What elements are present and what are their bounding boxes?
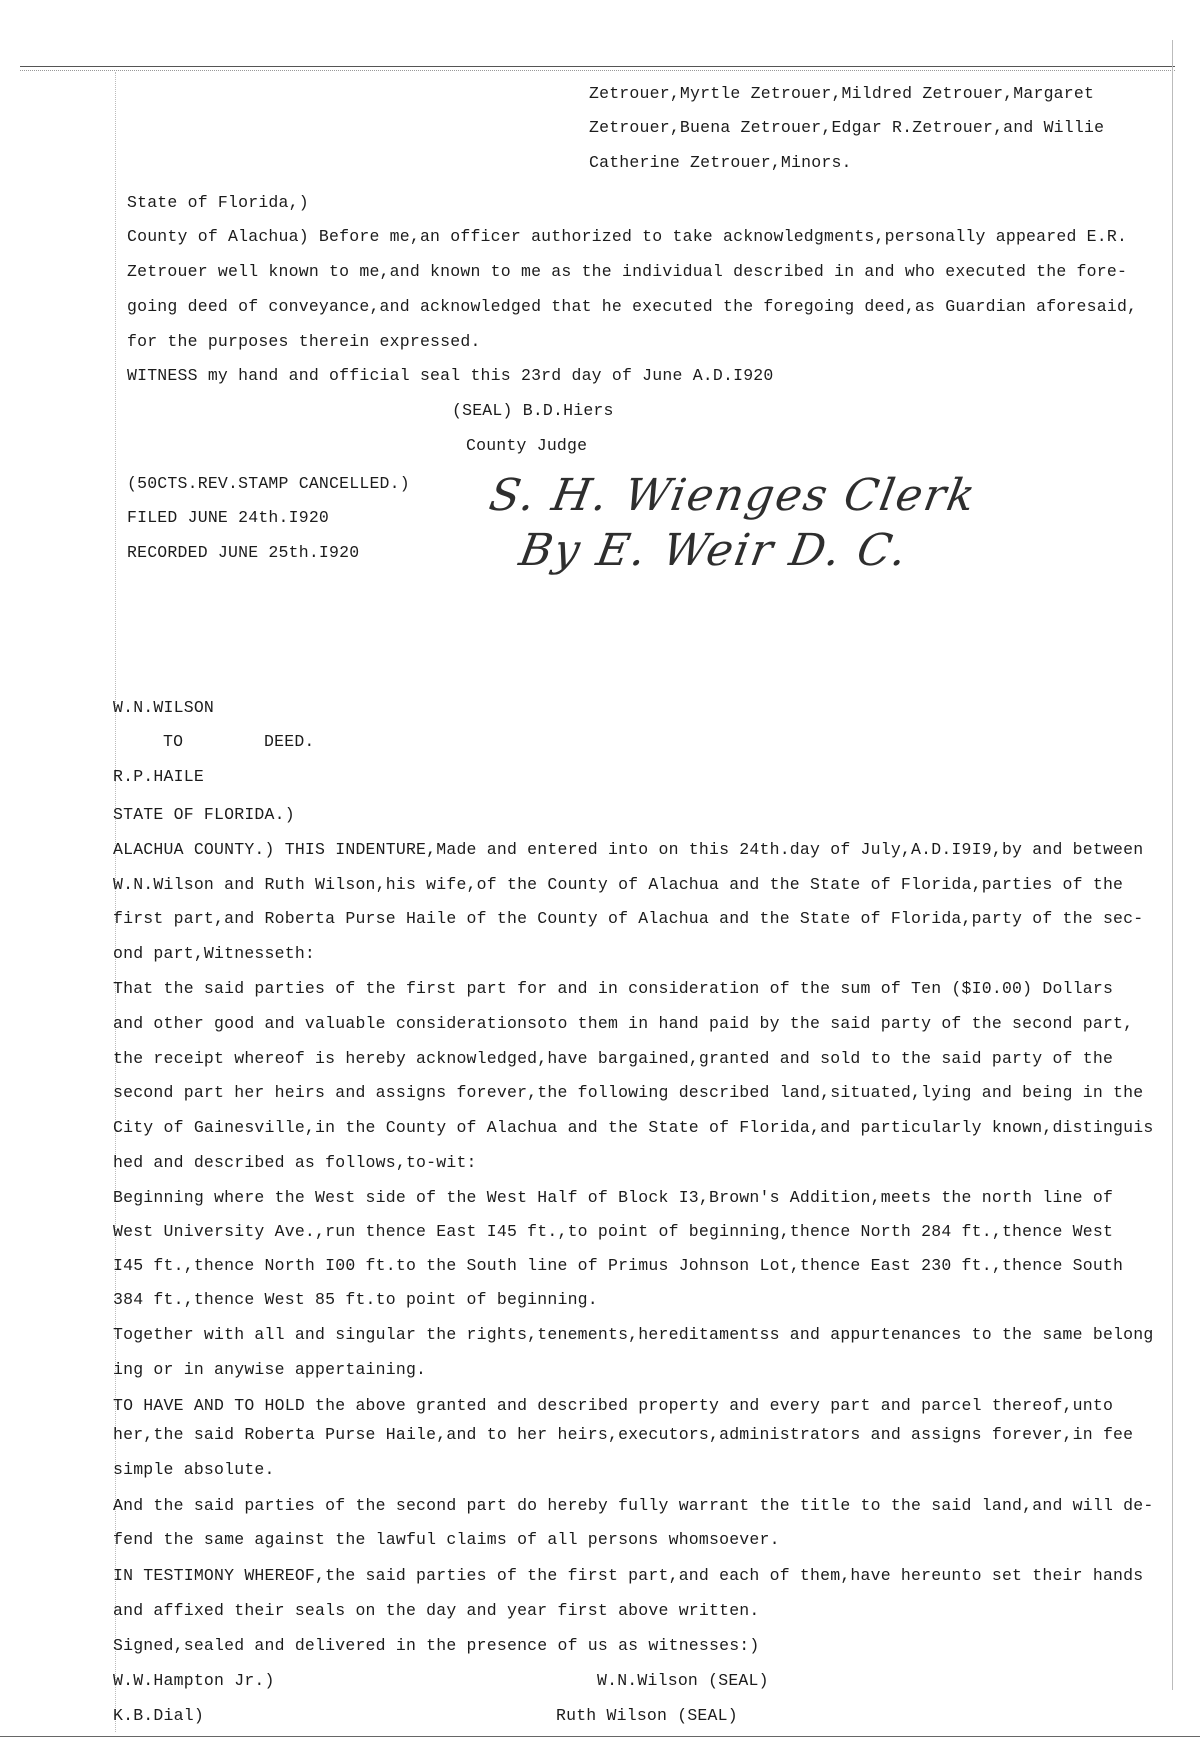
acknowledgment-line: going deed of conveyance,and acknowledged that he executed the foregoing deed,as Guardian aforesaid, <box>127 297 1138 316</box>
deed-line: ALACHUA COUNTY.) THIS INDENTURE,Made and entered into on this 24th.day of July,A.D.I9I9,by and between <box>113 840 1144 859</box>
deed-line: IN TESTIMONY WHEREOF,the said parties of the first part,and each of them,have hereunto set their hands <box>113 1566 1144 1585</box>
heading-line: Zetrouer,Myrtle Zetrouer,Mildred Zetrouer,Margaret <box>589 84 1095 103</box>
deed-line: And the said parties of the second part do hereby fully warrant the title to the said land,and will de- <box>113 1496 1154 1515</box>
deed-line: That the said parties of the first part for and in consideration of the sum of Ten ($I0.00) Dollars <box>113 979 1114 998</box>
heading-line: Zetrouer,Buena Zetrouer,Edgar R.Zetrouer,and Willie <box>589 118 1105 137</box>
acknowledgment-line: State of Florida,) <box>127 193 309 212</box>
clerk-signature: S. H. Wienges Clerk <box>485 470 981 521</box>
deed-line: Signed,sealed and delivered in the presence of us as witnesses:) <box>113 1636 760 1655</box>
deed-line: the receipt whereof is hereby acknowledged,have bargained,granted and sold to the said party of the <box>113 1049 1114 1068</box>
judge-title: County Judge <box>466 436 588 455</box>
deed-line: STATE OF FLORIDA.) <box>113 805 295 824</box>
deed-line: second part her heirs and assigns forever,the following described land,situated,lying and being in the <box>113 1083 1144 1102</box>
witness-name: K.B.Dial) <box>113 1706 204 1725</box>
deed-line: City of Gainesville,in the County of Alachua and the State of Florida,and particularly known,distinguis <box>113 1118 1154 1137</box>
deed-line: hed and described as follows,to-wit: <box>113 1153 477 1172</box>
deed-line: ing or in anywise appertaining. <box>113 1360 427 1379</box>
deed-line: simple absolute. <box>113 1460 275 1479</box>
deed-type: TO DEED. <box>163 732 315 751</box>
recorded-date: RECORDED JUNE 25th.I920 <box>127 543 360 562</box>
revenue-stamp-note: (50CTS.REV.STAMP CANCELLED.) <box>127 474 410 493</box>
deed-grantee: R.P.HAILE <box>113 767 204 786</box>
deed-line: first part,and Roberta Purse Haile of the County of Alachua and the State of Florida,party of the sec- <box>113 909 1144 928</box>
deed-grantor: W.N.WILSON <box>113 698 215 717</box>
deed-line: I45 ft.,thence North I00 ft.to the South line of Primus Johnson Lot,thence East 230 ft.,thence South <box>113 1256 1124 1275</box>
acknowledgment-line: County of Alachua) Before me,an officer authorized to take acknowledgments,personally appeared E.R. <box>127 227 1128 246</box>
deed-line: West University Ave.,run thence East I45 ft.,to point of beginning,thence North 284 ft.,thence West <box>113 1222 1114 1241</box>
filed-date: FILED JUNE 24th.I920 <box>127 508 330 527</box>
acknowledgment-line: for the purposes therein expressed. <box>127 332 481 351</box>
left-margin-line <box>115 72 116 1732</box>
deed-line: and other good and valuable considerationsoto them in hand paid by the said party of the second part, <box>113 1014 1134 1033</box>
deed-line: Beginning where the West side of the West Half of Block I3,Brown's Addition,meets the north line of <box>113 1188 1114 1207</box>
judge-seal-line: (SEAL) B.D.Hiers <box>452 401 614 420</box>
right-margin-line <box>1172 40 1173 1690</box>
deed-line: W.N.Wilson and Ruth Wilson,his wife,of the County of Alachua and the State of Florida,parties of the <box>113 875 1124 894</box>
deed-line: and affixed their seals on the day and year first above written. <box>113 1601 760 1620</box>
deed-line: TO HAVE AND TO HOLD the above granted and described property and every part and parcel thereof,unto <box>113 1396 1114 1415</box>
acknowledgment-line: Zetrouer well known to me,and known to me as the individual described in and who executed the fore- <box>127 262 1128 281</box>
top-border-dotted-line <box>20 70 1175 71</box>
witness-name: W.W.Hampton Jr.) <box>113 1671 275 1690</box>
signer-name: Ruth Wilson (SEAL) <box>556 1706 738 1725</box>
deed-line: 384 ft.,thence West 85 ft.to point of beginning. <box>113 1290 598 1309</box>
heading-line: Catherine Zetrouer,Minors. <box>589 153 852 172</box>
deed-line: fend the same against the lawful claims of all persons whomsoever. <box>113 1530 780 1549</box>
deputy-clerk-signature: By E. Weir D. C. <box>515 525 913 576</box>
deed-line: Together with all and singular the rights,tenements,hereditamentss and appurtenances to the same belong <box>113 1325 1154 1344</box>
acknowledgment-line: WITNESS my hand and official seal this 23rd day of June A.D.I920 <box>127 366 774 385</box>
deed-line: her,the said Roberta Purse Haile,and to her heirs,executors,administrators and assigns forever,in fee <box>113 1425 1134 1444</box>
top-border-line <box>20 66 1175 67</box>
signer-name: W.N.Wilson (SEAL) <box>597 1671 769 1690</box>
bottom-border-line <box>0 1736 1200 1737</box>
deed-line: ond part,Witnesseth: <box>113 944 316 963</box>
